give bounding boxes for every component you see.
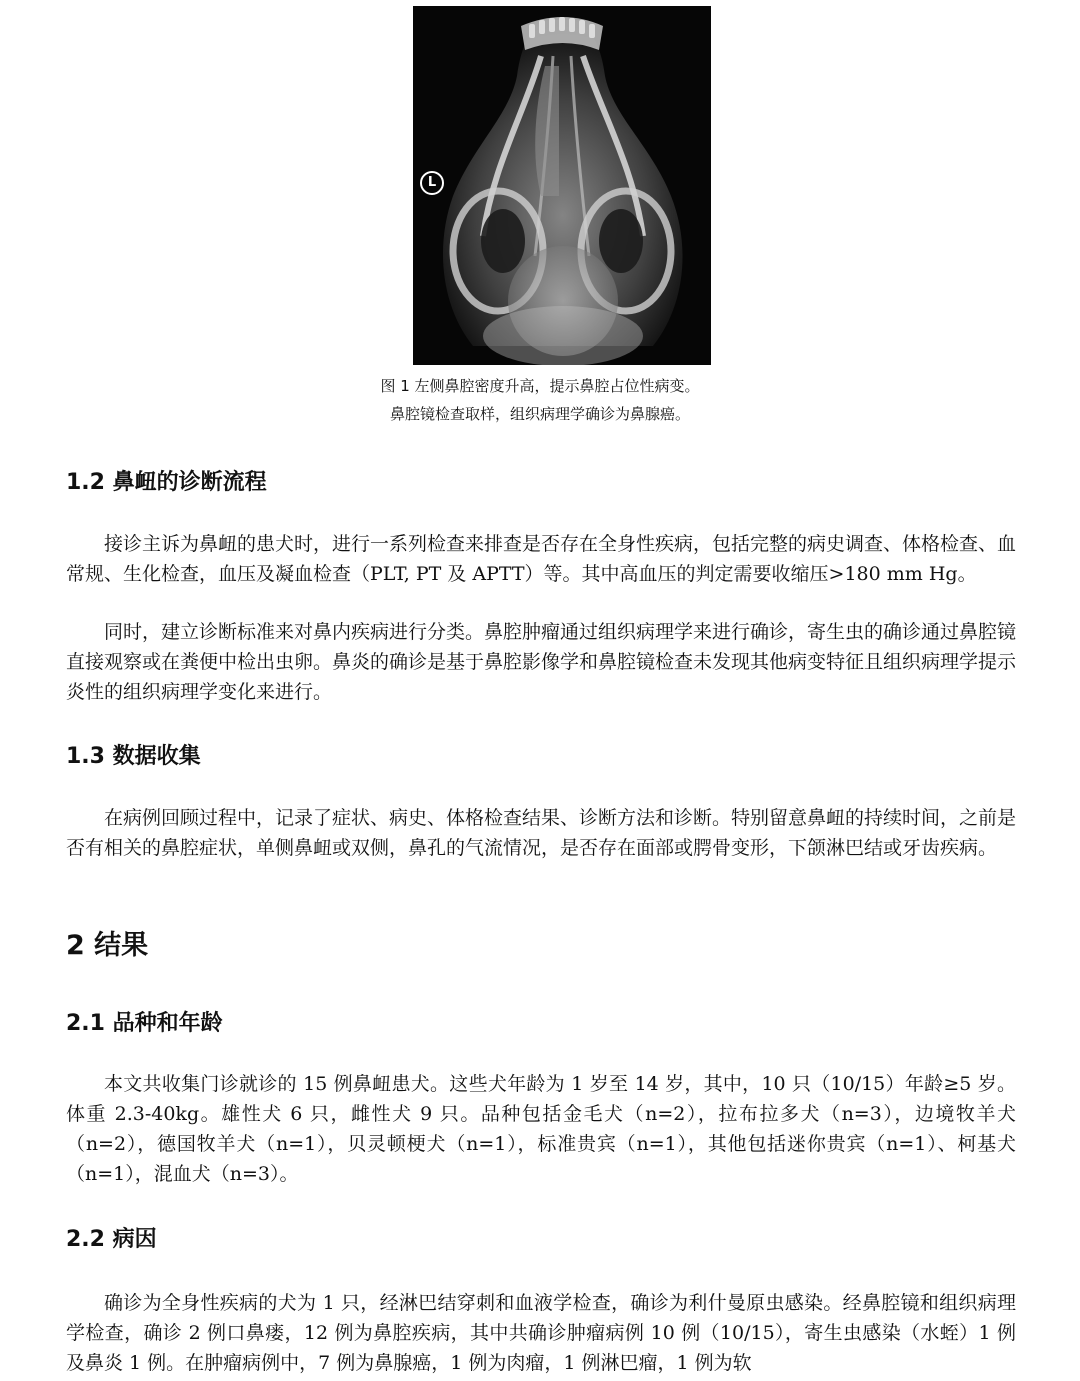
section-1-3-heading: 1.3 数据收集	[66, 744, 201, 769]
section-2-heading: 2 结果	[66, 930, 149, 961]
section-1-2-heading: 1.2 鼻衄的诊断流程	[66, 470, 267, 495]
section-2-1-heading: 2.1 品种和年龄	[66, 1011, 223, 1036]
section-2-1-paragraph-1: 本文共收集门诊就诊的 15 例鼻衄患犬。这些犬年龄为 1 岁至 14 岁，其中，10 只（10/15）年龄≥5 岁。体重 2.3-40kg。雄性犬 6 只，雌性犬 9 只。品种包括金毛犬（n=2），拉布拉多犬（n=3），边境牧羊犬（n=2），德国牧羊犬（n=1），贝灵顿梗犬（n=1），标准贵宾（n=1），其他包括迷你贵宾（n=1）、柯基犬（n=1），混血犬（n=3）。	[66, 1073, 1016, 1185]
section-1-2-paragraph-2: 同时，建立诊断标准来对鼻内疾病进行分类。鼻腔肿瘤通过组织病理学来进行确诊，寄生虫的确诊通过鼻腔镜直接观察或在粪便中检出虫卵。鼻炎的确诊是基于鼻腔影像学和鼻腔镜检查未发现其他病变特征且组织病理学提示炎性的组织病理学变化来进行。	[66, 621, 1017, 703]
skull-xray-image	[413, 6, 711, 365]
section-1-3-paragraph-1: 在病例回顾过程中，记录了症状、病史、体格检查结果、诊断方法和诊断。特别留意鼻衄的持续时间，之前是否有相关的鼻腔症状，单侧鼻衄或双侧，鼻孔的气流情况，是否存在面部或腭骨变形，下颌淋巴结或牙齿疾病。	[66, 807, 1017, 859]
figure-caption-line-2: 鼻腔镜检查取样，组织病理学确诊为鼻腺癌。	[389, 405, 690, 423]
left-side-marker: L	[420, 171, 444, 195]
section-1-2-paragraph-1: 接诊主诉为鼻衄的患犬时，进行一系列检查来排查是否存在全身性疾病，包括完整的病史调查、体格检查、血常规、生化检查，血压及凝血检查（PLT, PT 及 APTT）等。其中高血压的判定需要收缩压>180 mm Hg。	[66, 533, 1017, 585]
section-2-2-paragraph-1: 确诊为全身性疾病的犬为 1 只，经淋巴结穿刺和血液学检查，确诊为利什曼原虫感染。经鼻腔镜和组织病理学检查，确诊 2 例口鼻瘘，12 例为鼻腔疾病，其中共确诊肿瘤病例 10 例（10/15），寄生虫感染（水蛭）1 例及鼻炎 1 例。在肿瘤病例中，7 例为鼻腺癌，1 例为肉瘤，1 例淋巴瘤，1 例为软	[66, 1292, 1016, 1374]
figure-caption-line-1: 图 1 左侧鼻腔密度升高，提示鼻腔占位性病变。	[380, 377, 700, 395]
section-2-2-heading: 2.2 病因	[66, 1227, 157, 1252]
